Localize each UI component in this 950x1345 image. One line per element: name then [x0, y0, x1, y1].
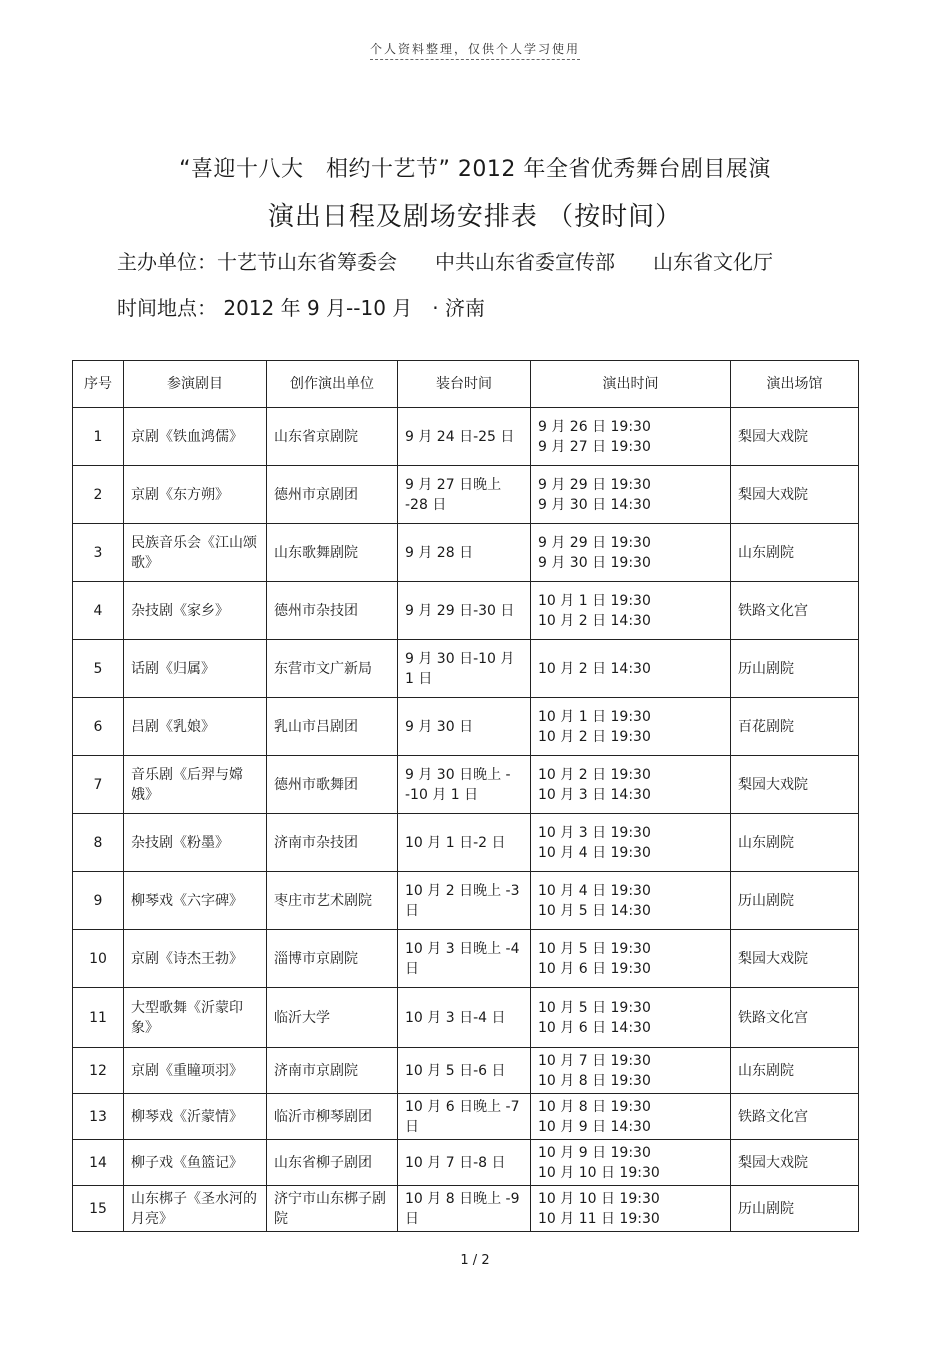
- cell-setup: 9 月 28 日: [398, 524, 531, 582]
- performance-time-1: 10 月 2 日 14:30: [538, 660, 651, 677]
- performance-time-2: 10 月 2 日 19:30: [538, 728, 651, 745]
- header-venue: 演出场馆: [731, 361, 859, 408]
- cell-program: 京剧《东方朔》: [124, 466, 267, 524]
- cell-setup: 9 月 29 日-30 日: [398, 582, 531, 640]
- cell-unit: 济南市杂技团: [267, 814, 398, 872]
- cell-venue: 梨园大戏院: [731, 408, 859, 466]
- cell-performance: [531, 1048, 731, 1094]
- performance-time-1: 10 月 10 日 19:30: [538, 1190, 660, 1207]
- cell-unit: 德州市杂技团: [267, 582, 398, 640]
- cell-venue: 铁路文化宫: [731, 1094, 859, 1140]
- cell-program: 柳琴戏《沂蒙情》: [124, 1094, 267, 1140]
- cell-setup: 9 月 30 日晚上 --10 月 1 日: [398, 756, 531, 814]
- organizer-1: 十艺节山东省筹委会: [217, 250, 397, 274]
- performance-time-1: 9 月 29 日 19:30: [538, 534, 651, 551]
- cell-setup: 9 月 30 日: [398, 698, 531, 756]
- cell-venue: 山东剧院: [731, 1048, 859, 1094]
- cell-venue: 山东剧院: [731, 814, 859, 872]
- time-place-line: [117, 292, 485, 321]
- performance-time-1: 10 月 7 日 19:30: [538, 1052, 651, 1069]
- cell-program: 杂技剧《家乡》: [124, 582, 267, 640]
- cell-unit: 德州市京剧团: [267, 466, 398, 524]
- organizer-2: 中共山东省委宣传部: [435, 250, 615, 274]
- cell-program: 音乐剧《后羿与嫦娥》: [124, 756, 267, 814]
- cell-performance: [531, 756, 731, 814]
- table-row: [73, 1186, 859, 1232]
- page-number: 1 / 2: [460, 1253, 490, 1268]
- table-row: [73, 408, 859, 466]
- cell-unit: 临沂市柳琴剧团: [267, 1094, 398, 1140]
- cell-unit: 山东省京剧院: [267, 408, 398, 466]
- performance-time-2: 10 月 6 日 19:30: [538, 960, 651, 977]
- performance-time-2: 9 月 30 日 19:30: [538, 554, 651, 571]
- cell-venue: 梨园大戏院: [731, 930, 859, 988]
- cell-performance: [531, 814, 731, 872]
- performance-time-2: 10 月 5 日 14:30: [538, 902, 651, 919]
- organizer-3: 山东省文化厅: [653, 250, 773, 274]
- cell-no: 14: [73, 1140, 124, 1186]
- cell-performance: [531, 408, 731, 466]
- cell-setup: 10 月 6 日晚上 -7 日: [398, 1094, 531, 1140]
- cell-performance: [531, 466, 731, 524]
- cell-program: 话剧《归属》: [124, 640, 267, 698]
- cell-unit: 临沂大学: [267, 988, 398, 1048]
- performance-time-1: 10 月 1 日 19:30: [538, 592, 651, 609]
- cell-program: 杂技剧《粉墨》: [124, 814, 267, 872]
- cell-program: 京剧《诗杰王勃》: [124, 930, 267, 988]
- cell-unit: 济宁市山东梆子剧院: [267, 1186, 398, 1232]
- cell-unit: 东营市文广新局: [267, 640, 398, 698]
- performance-time-2: 9 月 30 日 14:30: [538, 496, 651, 513]
- table-row: [73, 640, 859, 698]
- performance-time-1: 10 月 4 日 19:30: [538, 882, 651, 899]
- table-row: [73, 1094, 859, 1140]
- performance-time-1: 10 月 3 日 19:30: [538, 824, 651, 841]
- cell-unit: 枣庄市艺术剧院: [267, 872, 398, 930]
- cell-performance: [531, 582, 731, 640]
- cell-no: 7: [73, 756, 124, 814]
- schedule-table: [72, 360, 859, 1232]
- cell-venue: 历山剧院: [731, 872, 859, 930]
- time-place-label: 时间地点：: [117, 296, 217, 320]
- table-row: [73, 524, 859, 582]
- performance-time-2: 10 月 3 日 14:30: [538, 786, 651, 803]
- performance-time-1: 10 月 5 日 19:30: [538, 999, 651, 1016]
- cell-performance: [531, 524, 731, 582]
- header-setup: 装台时间: [398, 361, 531, 408]
- cell-no: 3: [73, 524, 124, 582]
- document-subtitle: 演出日程及剧场安排表 （按时间）: [267, 202, 683, 232]
- cell-no: 11: [73, 988, 124, 1048]
- table-row: [73, 466, 859, 524]
- performance-time-2: 10 月 9 日 14:30: [538, 1118, 651, 1135]
- header-no: 序号: [73, 361, 124, 408]
- cell-performance: [531, 1186, 731, 1232]
- watermark-text: 个人资料整理，仅供个人学习使用: [370, 40, 580, 60]
- cell-no: 2: [73, 466, 124, 524]
- cell-venue: 梨园大戏院: [731, 1140, 859, 1186]
- cell-venue: 百花剧院: [731, 698, 859, 756]
- cell-venue: 梨园大戏院: [731, 756, 859, 814]
- performance-time-2: 10 月 11 日 19:30: [538, 1210, 660, 1227]
- cell-venue: 历山剧院: [731, 640, 859, 698]
- table-header-row: [73, 361, 859, 408]
- cell-setup: 10 月 5 日-6 日: [398, 1048, 531, 1094]
- cell-unit: 德州市歌舞团: [267, 756, 398, 814]
- cell-unit: 山东省柳子剧团: [267, 1140, 398, 1186]
- cell-program: 民族音乐会《江山颂歌》: [124, 524, 267, 582]
- cell-no: 1: [73, 408, 124, 466]
- performance-time-2: 10 月 2 日 14:30: [538, 612, 651, 629]
- cell-no: 15: [73, 1186, 124, 1232]
- performance-time-2: 10 月 4 日 19:30: [538, 844, 651, 861]
- cell-setup: 10 月 3 日晚上 -4 日: [398, 930, 531, 988]
- table-row: [73, 1048, 859, 1094]
- cell-unit: 济南市京剧院: [267, 1048, 398, 1094]
- performance-time-2: 10 月 8 日 19:30: [538, 1072, 651, 1089]
- performance-time-2: 10 月 10 日 19:30: [538, 1164, 660, 1181]
- table-row: [73, 698, 859, 756]
- cell-setup: 10 月 2 日晚上 -3 日: [398, 872, 531, 930]
- cell-program: 柳琴戏《六字碑》: [124, 872, 267, 930]
- performance-time-1: 9 月 26 日 19:30: [538, 418, 651, 435]
- cell-setup: 10 月 1 日-2 日: [398, 814, 531, 872]
- cell-no: 6: [73, 698, 124, 756]
- cell-no: 9: [73, 872, 124, 930]
- cell-venue: 历山剧院: [731, 1186, 859, 1232]
- cell-venue: 铁路文化宫: [731, 988, 859, 1048]
- cell-setup: 10 月 8 日晚上 -9 日: [398, 1186, 531, 1232]
- cell-performance: [531, 988, 731, 1048]
- table-row: [73, 988, 859, 1048]
- cell-performance: [531, 698, 731, 756]
- cell-program: 柳子戏《鱼篮记》: [124, 1140, 267, 1186]
- cell-program: 京剧《重瞳项羽》: [124, 1048, 267, 1094]
- cell-venue: 山东剧院: [731, 524, 859, 582]
- watermark-header: [0, 40, 950, 60]
- cell-performance: [531, 872, 731, 930]
- cell-program: 大型歌舞《沂蒙印象》: [124, 988, 267, 1048]
- cell-no: 8: [73, 814, 124, 872]
- table-row: [73, 814, 859, 872]
- time-place-value: 2012 年 9 月--10 月 · 济南: [223, 296, 486, 320]
- document-title: “喜迎十八大 相约十艺节” 2012 年全省优秀舞台剧目展演: [179, 157, 771, 182]
- cell-performance: [531, 640, 731, 698]
- cell-unit: 乳山市吕剧团: [267, 698, 398, 756]
- cell-venue: 梨园大戏院: [731, 466, 859, 524]
- performance-time-1: 10 月 9 日 19:30: [538, 1144, 651, 1161]
- performance-time-1: 10 月 8 日 19:30: [538, 1098, 651, 1115]
- cell-setup: 9 月 27 日晚上 -28 日: [398, 466, 531, 524]
- cell-program: 吕剧《乳娘》: [124, 698, 267, 756]
- cell-performance: [531, 930, 731, 988]
- performance-time-1: 10 月 5 日 19:30: [538, 940, 651, 957]
- performance-time-2: 10 月 6 日 14:30: [538, 1019, 651, 1036]
- organizer-label: 主办单位：: [117, 250, 217, 274]
- cell-no: 4: [73, 582, 124, 640]
- table-row: [73, 1140, 859, 1186]
- table-row: [73, 756, 859, 814]
- cell-venue: 铁路文化宫: [731, 582, 859, 640]
- cell-unit: 山东歌舞剧院: [267, 524, 398, 582]
- performance-time-1: 9 月 29 日 19:30: [538, 476, 651, 493]
- cell-program: 京剧《铁血鸿儒》: [124, 408, 267, 466]
- performance-time-2: 9 月 27 日 19:30: [538, 438, 651, 455]
- cell-setup: 10 月 7 日-8 日: [398, 1140, 531, 1186]
- cell-no: 13: [73, 1094, 124, 1140]
- cell-no: 10: [73, 930, 124, 988]
- cell-setup: 9 月 30 日-10 月 1 日: [398, 640, 531, 698]
- header-program: 参演剧目: [124, 361, 267, 408]
- cell-unit: 淄博市京剧院: [267, 930, 398, 988]
- cell-performance: [531, 1140, 731, 1186]
- performance-time-1: 10 月 1 日 19:30: [538, 708, 651, 725]
- cell-performance: [531, 1094, 731, 1140]
- table-row: [73, 930, 859, 988]
- cell-setup: 10 月 3 日-4 日: [398, 988, 531, 1048]
- cell-setup: 9 月 24 日-25 日: [398, 408, 531, 466]
- cell-no: 5: [73, 640, 124, 698]
- organizer-line: [117, 246, 773, 275]
- header-unit: 创作演出单位: [267, 361, 398, 408]
- table-row: [73, 872, 859, 930]
- cell-no: 12: [73, 1048, 124, 1094]
- table-row: [73, 582, 859, 640]
- performance-time-1: 10 月 2 日 19:30: [538, 766, 651, 783]
- header-performance: 演出时间: [531, 361, 731, 408]
- cell-program: 山东梆子《圣水河的月亮》: [124, 1186, 267, 1232]
